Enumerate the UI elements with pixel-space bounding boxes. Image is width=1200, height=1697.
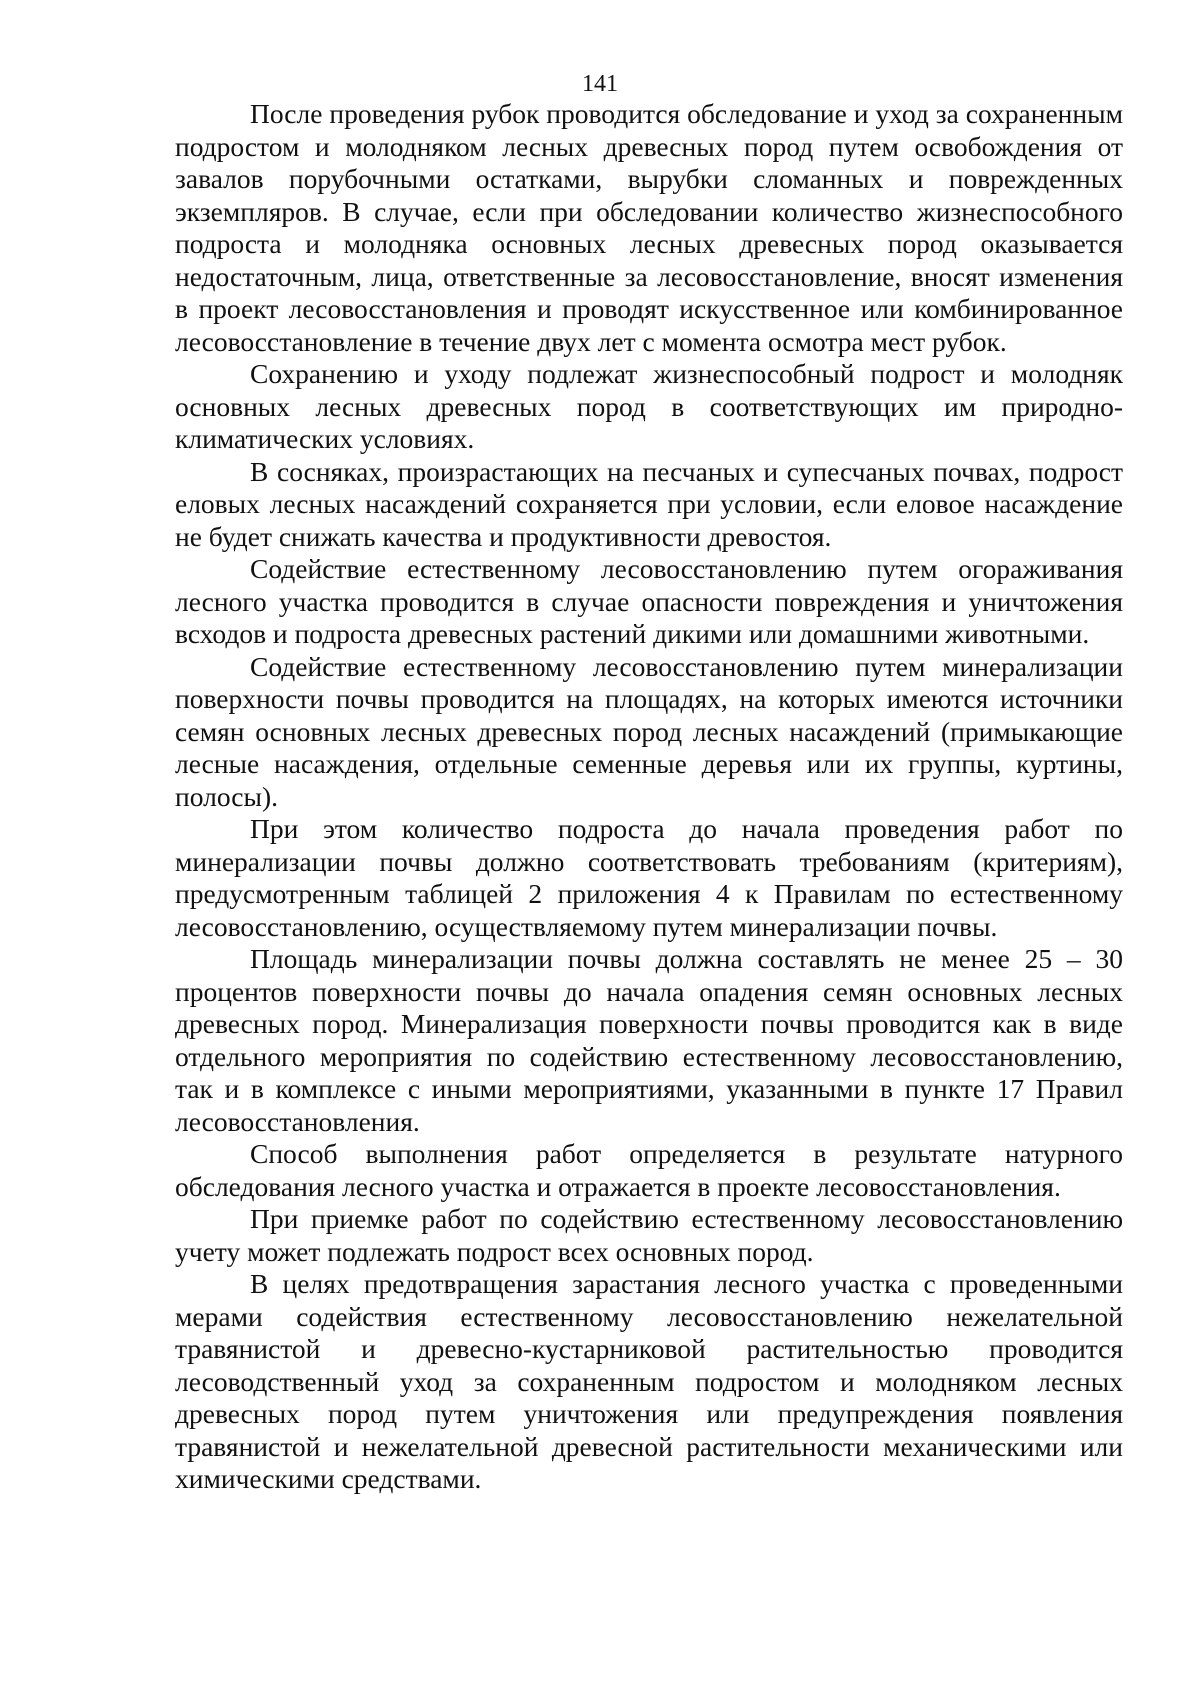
paragraph: Способ выполнения работ определяется в результате натурного обследования лесного участка и отражается в проекте лесовосстановления. [175, 1138, 1123, 1202]
paragraph: При приемке работ по содействию естественному лесовосстановлению учету может подлежать подрост всех основных пород. [175, 1203, 1123, 1267]
page-number: 141 [582, 71, 618, 97]
paragraph: После проведения рубок проводится обследование и уход за сохраненным подростом и молодняком лесных древесных пород путем освобождения от завалов порубочными остатками, вырубки сломанных и поврежденных экземпляров. В случае, если при обследовании количество жизнеспособного подроста и молодняка основных лесных древесных пород оказывается недостаточным, лица, ответственные за лесовосстановление, вносят изменения в проект лесовосстановления и проводят искусственное или комбинированное лесовосстановление в течение двух лет с момента осмотра мест рубок. [175, 98, 1123, 357]
document-body [175, 98, 1123, 1496]
paragraph: При этом количество подроста до начала проведения работ по минерализации почвы должно соответствовать требованиям (критериям), предусмотренным таблицей 2 приложения 4 к Правилам по естественному лесовосстановлению, осуществляемому путем минерализации почвы. [175, 813, 1123, 942]
paragraph: В сосняках, произрастающих на песчаных и супесчаных почвах, подрост еловых лесных насаждений сохраняется при условии, если еловое насаждение не будет снижать качества и продуктивности древостоя. [175, 455, 1123, 552]
paragraph: Содействие естественному лесовосстановлению путем минерализации поверхности почвы проводится на площадях, на которых имеются источники семян основных лесных древесных пород лесных насаждений (примыкающие лесные насаждения, отдельные семенные деревья или их группы, куртины, полосы). [175, 650, 1123, 812]
paragraph: Площадь минерализации почвы должна составлять не менее 25 – 30 процентов поверхности почвы до начала опадения семян основных лесных древесных пород. Минерализация поверхности почвы проводится как в виде отдельного мероприятия по содействию естественному лесовосстановлению, так и в комплексе с иными мероприятиями, указанными в пункте 17 Правил лесовосстановления. [175, 943, 1123, 1137]
paragraph: Сохранению и уходу подлежат жизнеспособный подрост и молодняк основных лесных древесных пород в соответствующих им природно-климатических условиях. [175, 358, 1123, 454]
paragraph: В целях предотвращения зарастания лесного участка с проведенными мерами содействия естественному лесовосстановлению нежелательной травянистой и древесно-кустарниковой растительностью проводится лесоводственный уход за сохраненным подростом и молодняком лесных древесных пород путем уничтожения или предупреждения появления травянистой и нежелательной древесной растительности механическими или химическими средствами. [175, 1268, 1123, 1494]
paragraph: Содействие естественному лесовосстановлению путем огораживания лесного участка проводится в случае опасности повреждения и уничтожения всходов и подроста древесных растений дикими или домашними животными. [175, 553, 1123, 649]
